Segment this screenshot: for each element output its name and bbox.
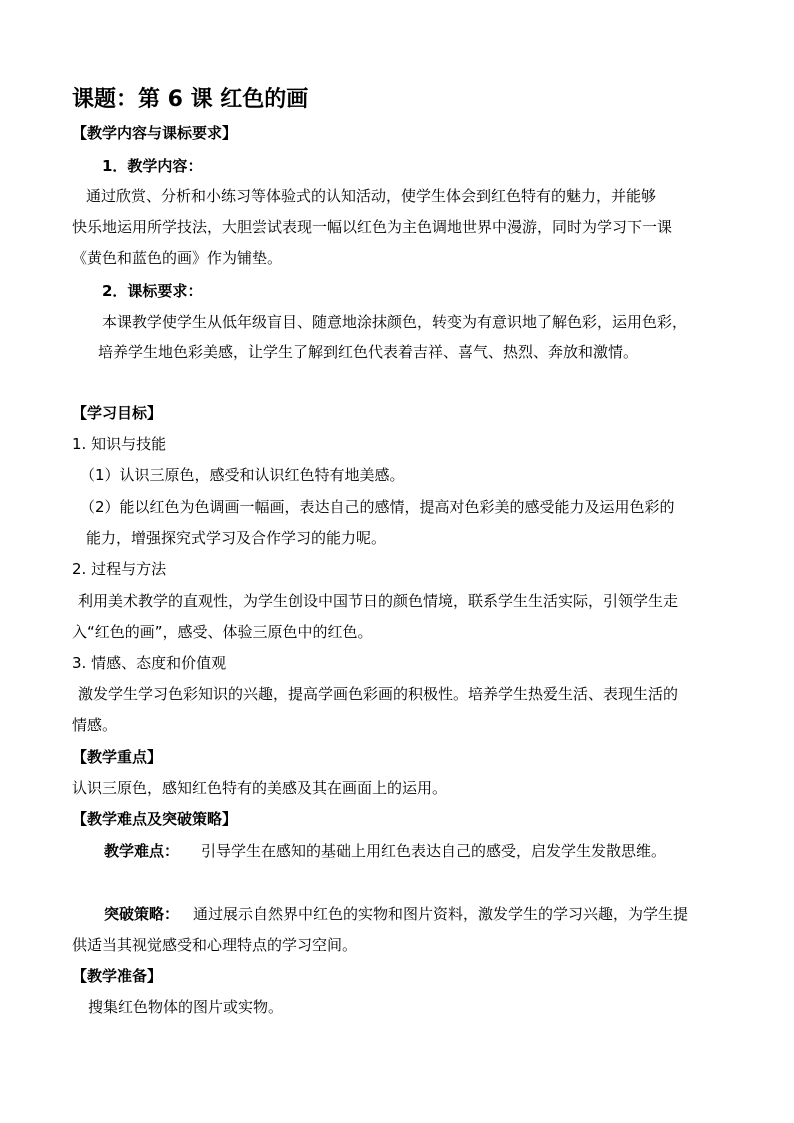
section-heading-goals: 【学习目标】: [72, 404, 163, 422]
document-title: 课题：第 6 课 红色的画: [72, 87, 309, 112]
paragraph-line: 供适当其视觉感受和心理特点的学习空间。: [72, 936, 358, 954]
goal-item: 能力，增强探究式学习及合作学习的能力呢。: [86, 529, 387, 547]
section-heading-prep: 【教学准备】: [72, 967, 163, 985]
subsection-label: 1．教学内容：: [102, 157, 203, 175]
difficulty-label: 教学难点：: [104, 842, 180, 860]
goal-label: 2. 过程与方法: [72, 560, 167, 578]
paragraph-line: 培养学生地色彩美感，让学生了解到红色代表着吉祥、喜气、热烈、奔放和激情。: [98, 343, 639, 361]
difficulty-line: [104, 841, 666, 861]
paragraph-line: 通过欣赏、分析和小练习等体验式的认知活动，使学生体会到红色特有的魅力，并能够: [86, 187, 657, 205]
goal-label: 3. 情感、态度和价值观: [72, 654, 227, 672]
paragraph-line: 认识三原色，感知红色特有的美感及其在画面上的运用。: [72, 779, 448, 797]
strategy-text: 通过展示自然界中红色的实物和图片资料，激发学生的学习兴趣，为学生提: [193, 905, 689, 923]
paragraph-line: 利用美术教学的直观性，为学生创设中国节日的颜色情境，联系学生生活实际，引领学生走: [78, 592, 679, 610]
paragraph-line: 情感。: [72, 716, 118, 734]
paragraph-line: 本课教学使学生从低年级盲目、随意地涂抹颜色，转变为有意识地了解色彩，运用色彩，: [102, 313, 688, 331]
subsection-label: 2．课标要求：: [102, 282, 203, 300]
paragraph-line: 快乐地运用所学技法，大胆尝试表现一幅以红色为主色调地世界中漫游，同时为学习下一课: [72, 218, 673, 236]
paragraph-line: 搜集红色物体的图片或实物。: [88, 998, 284, 1016]
difficulty-text: 引导学生在感知的基础上用红色表达自己的感受，启发学生发散思维。: [201, 842, 667, 860]
section-heading-difficulty: 【教学难点及突破策略】: [72, 810, 238, 828]
section-heading-content: 【教学内容与课标要求】: [72, 124, 238, 142]
paragraph-line: 《黄色和蓝色的画》作为铺垫。: [72, 249, 283, 267]
section-heading-key: 【教学重点】: [72, 748, 163, 766]
strategy-label: 突破策略：: [104, 905, 180, 923]
paragraph-line: 入“红色的画”，感受、体验三原色中的红色。: [72, 623, 373, 641]
goal-label: 1. 知识与技能: [72, 435, 167, 453]
strategy-line: [104, 904, 688, 924]
paragraph-line: 激发学生学习色彩知识的兴趣，提高学画色彩画的积极性。培养学生热爱生活、表现生活的: [78, 685, 679, 703]
goal-item: （1）认识三原色，感受和认识红色特有地美感。: [80, 466, 405, 484]
goal-item: （2）能以红色为色调画一幅画，表达自己的感情，提高对色彩美的感受能力及运用色彩的: [80, 498, 675, 516]
